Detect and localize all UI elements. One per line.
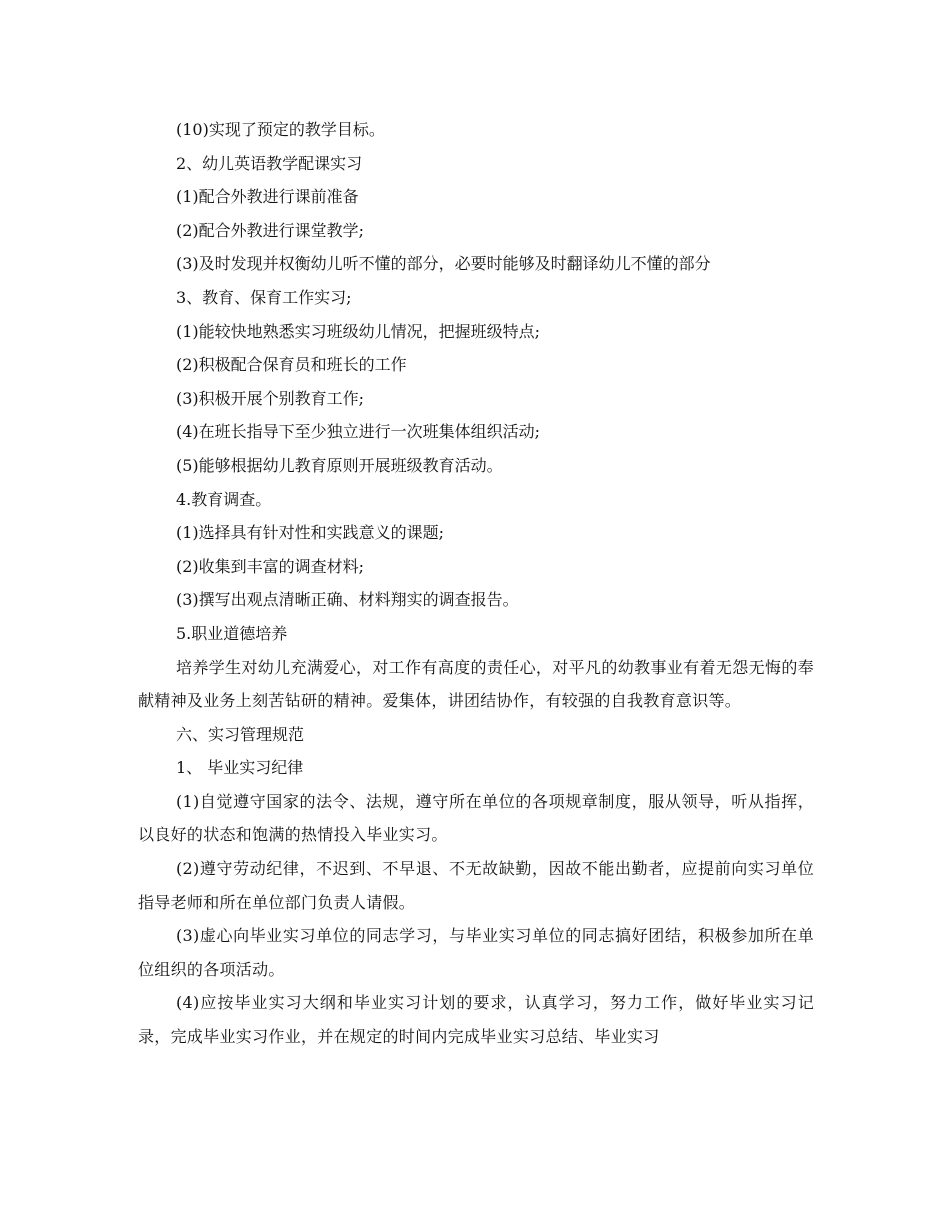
list-item: (5)能够根据幼儿教育原则开展班级教育活动。 bbox=[176, 455, 503, 475]
section-heading: 5.职业道德培养 bbox=[176, 623, 288, 643]
list-item: (1)选择具有针对性和实践意义的课题; bbox=[176, 523, 445, 543]
list-item: (1)能较快地熟悉实习班级幼儿情况，把握班级特点; bbox=[176, 321, 541, 341]
list-item: (2)配合外教进行课堂教学; bbox=[176, 220, 365, 240]
ethics-paragraph: 培养学生对幼儿充满爱心，对工作有高度的责任心，对平凡的幼教事业有着无怨无悔的奉献精神及业务上刻苦钻研的精神。爱集体，讲团结协作，有较强的自我教育意识等。 bbox=[138, 657, 814, 711]
rule-paragraph-1: (1)自觉遵守国家的法令、法规，遵守所在单位的各项规章制度，服从领导，听从指挥，以良好的状态和饱满的热情投入毕业实习。 bbox=[138, 791, 814, 845]
list-item: (1)配合外教进行课前准备 bbox=[176, 187, 359, 207]
section-heading: 4.教育调查。 bbox=[176, 489, 272, 509]
list-item: (10)实现了预定的教学目标。 bbox=[176, 120, 385, 139]
list-item: (4)在班长指导下至少独立进行一次班集体组织活动; bbox=[176, 422, 541, 442]
rule-paragraph-4: (4)应按毕业实习大纲和毕业实习计划的要求，认真学习，努力工作，做好毕业实习记录，完成毕业实习作业，并在规定的时间内完成毕业实习总结、毕业实习 bbox=[138, 993, 814, 1047]
section-heading: 3、教育、保育工作实习; bbox=[176, 287, 352, 307]
list-item: (2)收集到丰富的调查材料; bbox=[176, 556, 365, 576]
list-item: (3)及时发现并权衡幼儿听不懂的部分，必要时能够及时翻译幼儿不懂的部分 bbox=[176, 254, 711, 274]
document-body bbox=[138, 113, 814, 1054]
list-item: (3)积极开展个别教育工作; bbox=[176, 388, 365, 408]
rule-paragraph-3: (3)虚心向毕业实习单位的同志学习，与毕业实习单位的同志搞好团结，积极参加所在单位组织的各项活动。 bbox=[138, 926, 814, 979]
subsection-title: 1、 毕业实习纪律 bbox=[176, 758, 304, 778]
list-item: (3)撰写出观点清晰正确、材料翔实的调查报告。 bbox=[176, 590, 519, 610]
section-title: 六、实习管理规范 bbox=[176, 724, 305, 744]
rule-paragraph-2: (2)遵守劳动纪律，不迟到、不早退、不无故缺勤，因故不能出勤者，应提前向实习单位指导老师和所在单位部门负责人请假。 bbox=[138, 859, 814, 912]
section-heading: 2、幼儿英语教学配课实习 bbox=[176, 153, 363, 173]
list-item: (2)积极配合保育员和班长的工作 bbox=[176, 355, 407, 375]
